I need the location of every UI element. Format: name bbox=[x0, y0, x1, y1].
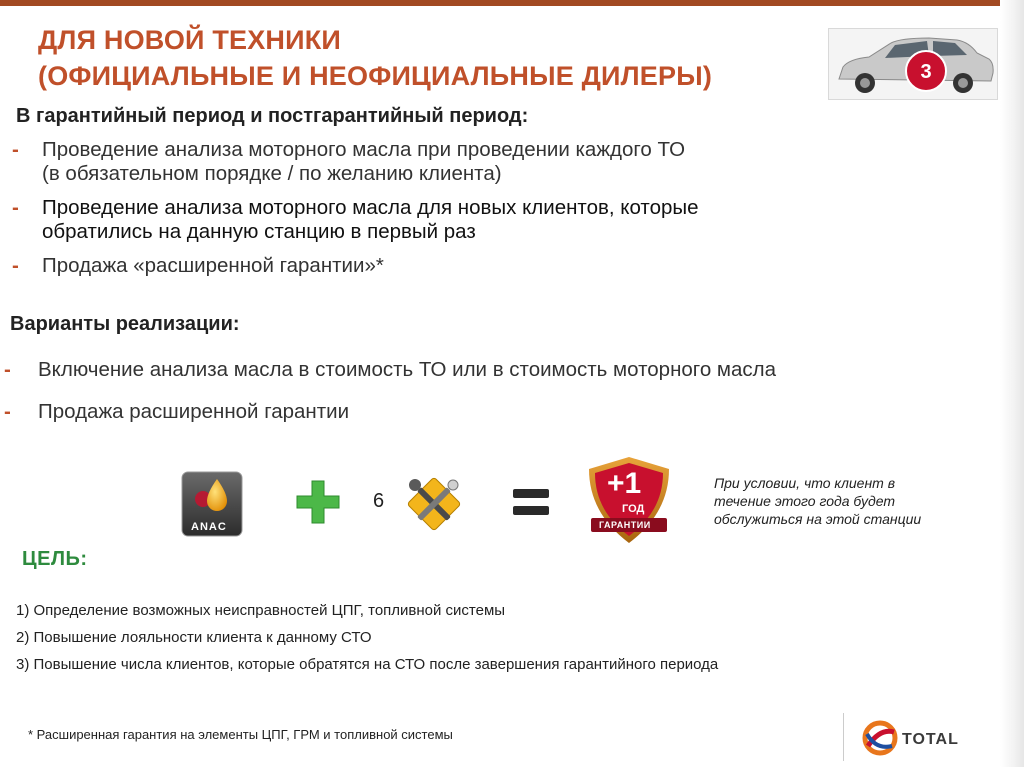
goal-list bbox=[16, 597, 718, 678]
list-item bbox=[4, 400, 776, 424]
footer-divider bbox=[843, 713, 844, 761]
goal-item: 3) Повышение числа клиентов, которые обратятся на СТО после завершения гарантийного периода bbox=[16, 656, 719, 673]
dash-bullet-icon: - bbox=[12, 254, 19, 277]
warranty-period-list bbox=[12, 138, 699, 278]
condition-note-line-2: течение этого года будет bbox=[714, 493, 896, 509]
anac-label: ANAC bbox=[191, 521, 227, 533]
condition-note-line-3: обслужиться на этой станции bbox=[714, 511, 922, 527]
goal-heading: ЦЕЛЬ: bbox=[22, 548, 88, 570]
slide-title bbox=[38, 22, 828, 94]
dash-bullet-icon: - bbox=[4, 358, 11, 381]
svg-text:3: 3 bbox=[920, 61, 932, 83]
dash-bullet-icon: - bbox=[4, 400, 11, 423]
total-logo-text: TOTAL bbox=[902, 731, 959, 748]
tools-icon bbox=[403, 473, 465, 535]
total-logo-mark-icon bbox=[862, 720, 898, 756]
slide-title-line-2: (ОФИЦИАЛЬНЫЕ И НЕОФИЦИАЛЬНЫЕ ДИЛЕРЫ) bbox=[38, 61, 713, 91]
top-accent-bar bbox=[0, 0, 1024, 6]
list-item-line-2: обратились на данную станцию в первый раз bbox=[42, 220, 476, 243]
list-item-line-1: Продажа «расширенной гарантии»* bbox=[42, 254, 384, 277]
section-heading-warranty-period: В гарантийный период и постгарантийный период: bbox=[16, 105, 529, 127]
list-item bbox=[12, 254, 699, 278]
dash-bullet-icon: - bbox=[12, 196, 19, 219]
badge-value: +1 bbox=[607, 467, 642, 500]
implementation-list bbox=[4, 358, 776, 424]
plus-icon bbox=[295, 479, 341, 525]
list-item bbox=[12, 138, 699, 186]
page-fold-shadow bbox=[1000, 0, 1024, 767]
list-item-line-1: Проведение анализа моторного масла для новых клиентов, которые bbox=[42, 196, 699, 219]
goal-item: 2) Повышение лояльности клиента к данному СТО bbox=[16, 629, 372, 646]
car-warranty-image bbox=[828, 28, 998, 100]
list-item bbox=[4, 358, 776, 382]
list-item bbox=[12, 196, 699, 244]
condition-note-line-1: При условии, что клиент в bbox=[714, 475, 896, 491]
dash-bullet-icon: - bbox=[12, 138, 19, 161]
list-item-line-2: (в обязательном порядке / по желанию клиента) bbox=[42, 162, 502, 185]
goal-item: 1) Определение возможных неисправностей ЦПГ, топливной системы bbox=[16, 602, 506, 619]
list-item-text: Продажа расширенной гарантии bbox=[38, 400, 350, 423]
list-item-line-1: Проведение анализа моторного масла при проведении каждого ТО bbox=[42, 138, 686, 161]
slide-title-line-1: ДЛЯ НОВОЙ ТЕХНИКИ bbox=[38, 25, 342, 55]
badge-line-1: ГОД bbox=[622, 503, 645, 515]
maintenance-count: 6 bbox=[373, 490, 385, 512]
footnote: * Расширенная гарантия на элементы ЦПГ, ГРМ и топливной системы bbox=[28, 727, 453, 742]
section-heading-implementation: Варианты реализации: bbox=[10, 313, 240, 335]
badge-line-2: ГАРАНТИИ bbox=[599, 520, 651, 530]
total-logo bbox=[862, 718, 982, 758]
condition-note bbox=[714, 474, 984, 528]
warranty-equation bbox=[175, 455, 685, 550]
list-item-text: Включение анализа масла в стоимость ТО или в стоимость моторного масла bbox=[38, 358, 777, 381]
equals-icon bbox=[511, 485, 551, 519]
